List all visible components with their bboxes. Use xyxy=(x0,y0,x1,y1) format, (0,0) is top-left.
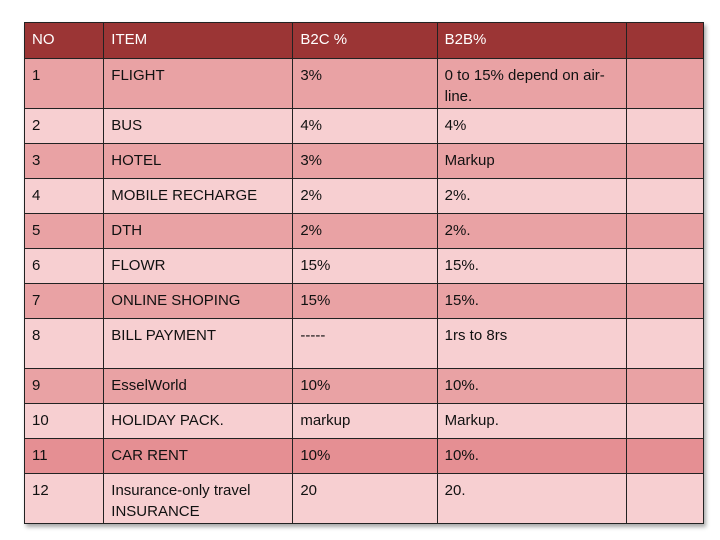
table-row xyxy=(25,369,704,404)
cell-no: 12 xyxy=(25,474,104,524)
cell-b2b: 20. xyxy=(437,474,626,524)
cell-b2b: 10%. xyxy=(437,439,626,474)
cell-b2c: 20 xyxy=(293,474,437,524)
table-row xyxy=(25,474,704,524)
cell-extra xyxy=(626,474,703,524)
cell-b2c: 10% xyxy=(293,439,437,474)
cell-item: HOTEL xyxy=(104,144,293,179)
cell-no: 2 xyxy=(25,109,104,144)
cell-no: 9 xyxy=(25,369,104,404)
cell-extra xyxy=(626,109,703,144)
table-row xyxy=(25,144,704,179)
table-header-row xyxy=(25,23,704,59)
cell-item: MOBILE RECHARGE xyxy=(104,179,293,214)
cell-no: 5 xyxy=(25,214,104,249)
cell-b2c: 10% xyxy=(293,369,437,404)
cell-b2b: 2%. xyxy=(437,179,626,214)
table-row xyxy=(25,179,704,214)
cell-no: 10 xyxy=(25,404,104,439)
table-row xyxy=(25,249,704,284)
cell-b2c: ----- xyxy=(293,319,437,369)
cell-extra xyxy=(626,319,703,369)
cell-b2b: 4% xyxy=(437,109,626,144)
table-row xyxy=(25,109,704,144)
cell-no: 8 xyxy=(25,319,104,369)
cell-extra xyxy=(626,179,703,214)
cell-b2b: Markup. xyxy=(437,404,626,439)
cell-item: DTH xyxy=(104,214,293,249)
cell-b2c: markup xyxy=(293,404,437,439)
cell-b2b: 1rs to 8rs xyxy=(437,319,626,369)
cell-extra xyxy=(626,439,703,474)
table-row xyxy=(25,404,704,439)
cell-extra xyxy=(626,144,703,179)
cell-b2c: 15% xyxy=(293,249,437,284)
header-item: ITEM xyxy=(104,23,293,59)
cell-b2b: 15%. xyxy=(437,249,626,284)
cell-b2c: 3% xyxy=(293,144,437,179)
cell-no: 6 xyxy=(25,249,104,284)
table-row xyxy=(25,59,704,109)
header-b2c: B2C % xyxy=(293,23,437,59)
cell-extra xyxy=(626,404,703,439)
table-row xyxy=(25,439,704,474)
cell-b2b: 0 to 15% depend on air-line. xyxy=(437,59,626,109)
header-extra xyxy=(626,23,703,59)
cell-no: 11 xyxy=(25,439,104,474)
cell-extra xyxy=(626,369,703,404)
cell-b2c: 3% xyxy=(293,59,437,109)
cell-extra xyxy=(626,249,703,284)
commission-table-container xyxy=(24,22,704,524)
table-row xyxy=(25,319,704,369)
cell-extra xyxy=(626,59,703,109)
cell-item: CAR RENT xyxy=(104,439,293,474)
cell-no: 1 xyxy=(25,59,104,109)
cell-extra xyxy=(626,284,703,319)
cell-no: 7 xyxy=(25,284,104,319)
cell-b2c: 4% xyxy=(293,109,437,144)
table-row xyxy=(25,214,704,249)
cell-item: Insurance-only travel INSURANCE xyxy=(104,474,293,524)
cell-extra xyxy=(626,214,703,249)
cell-b2b: Markup xyxy=(437,144,626,179)
cell-b2c: 15% xyxy=(293,284,437,319)
header-b2b: B2B% xyxy=(437,23,626,59)
commission-table xyxy=(24,22,704,524)
cell-item: BILL PAYMENT xyxy=(104,319,293,369)
cell-b2b: 10%. xyxy=(437,369,626,404)
cell-b2c: 2% xyxy=(293,214,437,249)
cell-item: ONLINE SHOPING xyxy=(104,284,293,319)
table-row xyxy=(25,284,704,319)
cell-item: FLIGHT xyxy=(104,59,293,109)
cell-b2b: 2%. xyxy=(437,214,626,249)
cell-item: FLOWR xyxy=(104,249,293,284)
cell-item: HOLIDAY PACK. xyxy=(104,404,293,439)
cell-b2c: 2% xyxy=(293,179,437,214)
cell-b2b: 15%. xyxy=(437,284,626,319)
header-no: NO xyxy=(25,23,104,59)
cell-no: 3 xyxy=(25,144,104,179)
cell-no: 4 xyxy=(25,179,104,214)
cell-item: EsselWorld xyxy=(104,369,293,404)
cell-item: BUS xyxy=(104,109,293,144)
